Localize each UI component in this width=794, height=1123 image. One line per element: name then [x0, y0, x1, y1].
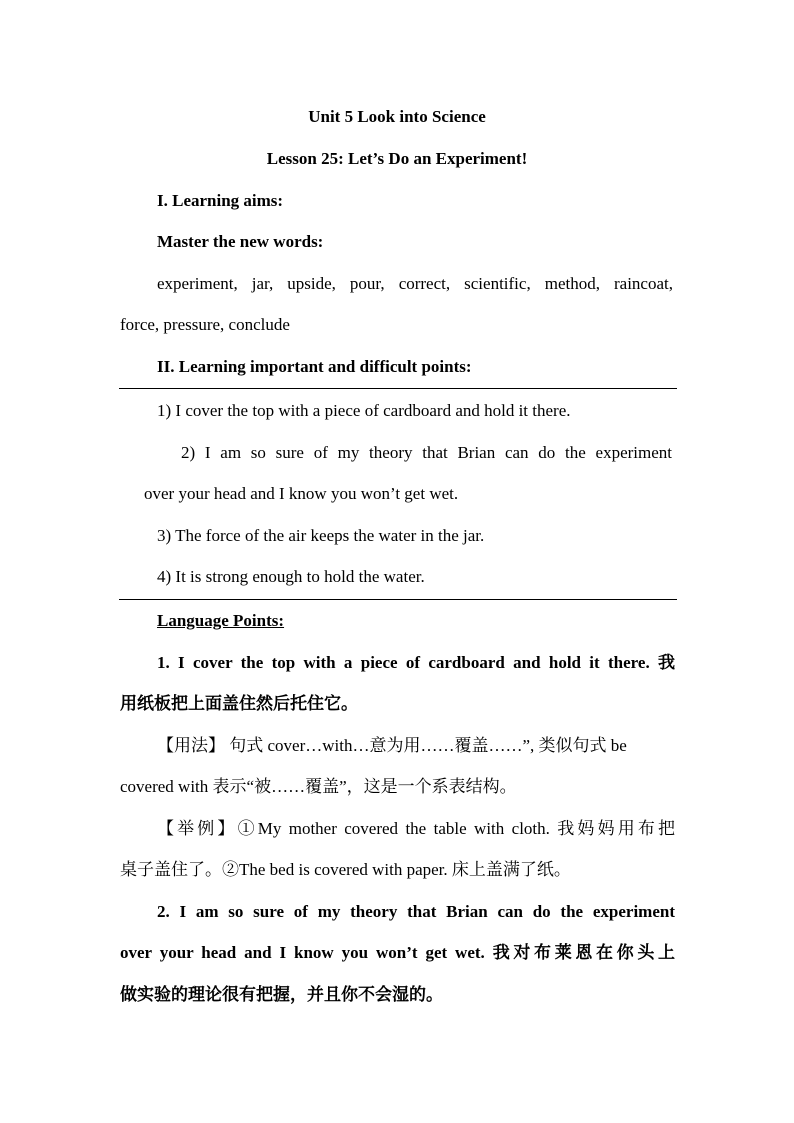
points-heading: II. Learning important and difficult points:	[157, 357, 472, 376]
point-item-3: 3) The force of the air keeps the water in the jar.	[157, 526, 485, 545]
point-item-1: 1) I cover the top with a piece of cardboard and hold it there.	[157, 401, 571, 420]
words-line-1: experiment, jar, upside, pour, correct, scientific, method, raincoat,	[157, 274, 673, 293]
example-line-1: 【举例】①My mother covered the table with cloth. 我妈妈用布把	[157, 819, 675, 838]
point-2-line-2: over your head and I know you won’t get wet. 我对布莱恩在你头上	[120, 943, 675, 962]
aims-heading: I. Learning aims:	[157, 191, 284, 210]
point-2-line-1: 2. I am so sure of my theory that Brian can do the experiment	[157, 902, 675, 921]
top-divider	[119, 388, 677, 389]
point-2-line-3: 做实验的理论很有把握，并且你不会湿的。	[120, 985, 443, 1004]
bottom-divider	[119, 599, 677, 600]
words-heading: Master the new words:	[157, 232, 324, 251]
lesson-title: Lesson 25: Let’s Do an Experiment!	[266, 149, 528, 168]
language-heading: Language Points:	[157, 611, 285, 630]
point-item-4: 4) It is strong enough to hold the water.	[157, 567, 425, 586]
point-1-line-1: 1. I cover the top with a piece of cardboard and hold it there. 我	[157, 653, 675, 672]
example-line-2: 桌子盖住了。②The bed is covered with paper. 床上盖满了纸。	[120, 860, 571, 879]
point-item-2: 2) I am so sure of my theory that Brian can do the experiment	[181, 443, 672, 462]
usage-line-2: covered with 表示“被……覆盖”，这是一个系表结构。	[120, 777, 517, 796]
usage-line-1: 【用法】 句式 cover…with…意为用……覆盖……”, 类似句式 be	[157, 736, 627, 755]
point-1-line-2: 用纸板把上面盖住然后托住它。	[120, 694, 358, 713]
point-item-2-cont: over your head and I know you won’t get wet.	[144, 484, 459, 503]
unit-title: Unit 5 Look into Science	[308, 107, 486, 126]
words-line-2: force, pressure, conclude	[120, 315, 290, 334]
